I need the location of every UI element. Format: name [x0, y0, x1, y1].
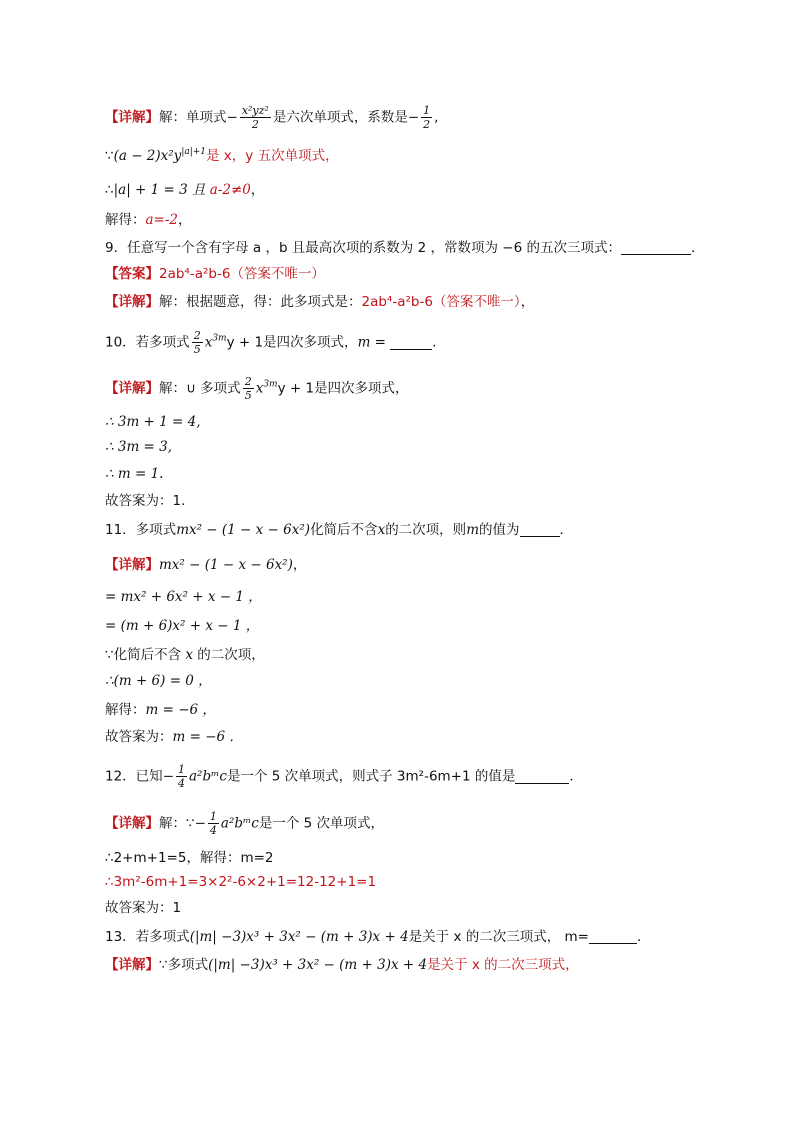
detail-12: 【详解】解：∵− $\frac{1}{4}$ a²bᵐc是一个 5 次单项式， [105, 810, 385, 837]
answer-9: 【答案】2ab⁴-a²b-6（答案不唯一） [105, 266, 325, 282]
detail-line-abs-equation: ∴|a| + 1 = 3 且 a-2≠0， [105, 182, 265, 198]
detail-tag: 【详解】 [105, 109, 159, 126]
answer-line-11: 故答案为：m = −6 ． [105, 729, 243, 745]
answer-blank[interactable] [621, 240, 691, 255]
question-12: 12．已知− $\frac{1}{4}$ a²bᵐc是一个 5 次单项式，则式子 3m²-6m+1 的值是 ． [105, 763, 583, 790]
step-11e: 解得：m = −6 ， [105, 702, 216, 718]
step-11b: = (m + 6)x² + x − 1 ， [105, 618, 260, 634]
detail-9: 【详解】解：根据题意，得：此多项式是：2ab⁴-a²b-6（答案不唯一）， [105, 294, 535, 310]
question-10: 10．若多项式 $\frac{2}{5}$ $x^{3m}y + 1$是四次多项式，m = ． [105, 329, 446, 356]
answer-line-10: 故答案为：1. [105, 493, 186, 509]
step-11a: = mx² + 6x² + x − 1 ， [105, 589, 262, 605]
detail-line-five-degree: ∵(a − $2)x^2y^{|a|+1}$是 x，y 五次单项式， [105, 147, 339, 164]
step-10c: ∴ m = 1. [105, 466, 164, 482]
answer-blank[interactable] [589, 929, 637, 944]
question-13: 13．若多项式(|m| −3)x³ + 3x² − (m + 3)x + 4是关于 x 的二次三项式， m= ． [105, 929, 651, 945]
detail-tag: 【详解】 [105, 815, 159, 832]
step-10b: ∴ 3m = 3, [105, 439, 173, 455]
answer-blank[interactable] [390, 335, 432, 350]
detail-tag: 【详解】 [105, 380, 159, 397]
answer-blank[interactable] [520, 522, 560, 537]
answer-tag: 【答案】 [105, 266, 159, 282]
detail-tag: 【详解】 [105, 557, 159, 573]
question-9: 9．任意写一个含有字母 a ，b 且最高次项的系数为 2 ，常数项为 −6 的五次三项式： ． [105, 240, 705, 256]
fraction-quarter: $\frac{1}{4}$ [209, 810, 217, 837]
detail-13: 【详解】∵多项式(|m| −3)x³ + 3x² − (m + 3)x + 4是关于 x 的二次三项式， [105, 957, 579, 973]
detail-tag: 【详解】 [105, 957, 159, 973]
step-11c: ∵化简后不含 x 的二次项， [105, 647, 265, 663]
answer-line-12: 故答案为：1 [105, 900, 182, 916]
answer-blank[interactable] [515, 769, 569, 784]
fraction-two-fifths: $\frac{2}{5}$ [244, 375, 252, 402]
fraction-two-fifths: $\frac{2}{5}$ [193, 329, 201, 356]
question-11: 11．多项式mx² − (1 − x − 6x²)化简后不含x的二次项，则m的值为 ． [105, 522, 573, 538]
detail-tag: 【详解】 [105, 294, 159, 310]
fraction-coefficient: $\frac{1}{2}$ [423, 104, 431, 131]
step-10a: ∴ 3m + 1 = 4, [105, 414, 201, 430]
fraction-quarter: $\frac{1}{4}$ [178, 763, 185, 790]
step-11d: ∴(m + 6) = 0 ， [105, 673, 212, 689]
detail-line-monomial-degree: 【详解】解：单项式− $\frac{\text{x²yz²}}{2}$ 是六次单项式，系数是− $\frac{1}{2}$ , [105, 104, 439, 131]
detail-11: 【详解】mx² − (1 − x − 6x²)， [105, 557, 307, 573]
step-12b: ∴3m²-6m+1=3×2²-6×2+1=12-12+1=1 [105, 874, 377, 890]
step-12a: ∴2+m+1=5，解得：m=2 [105, 850, 274, 866]
detail-10: 【详解】解：∪ 多项式 $\frac{2}{5}$ $x^{3m}y + 1$是四次多项式， [105, 375, 409, 402]
fraction-monomial: $\frac{\text{x²yz²}}{2}$ [241, 104, 269, 131]
detail-line-solution-a: 解得：a=-2， [105, 212, 192, 228]
